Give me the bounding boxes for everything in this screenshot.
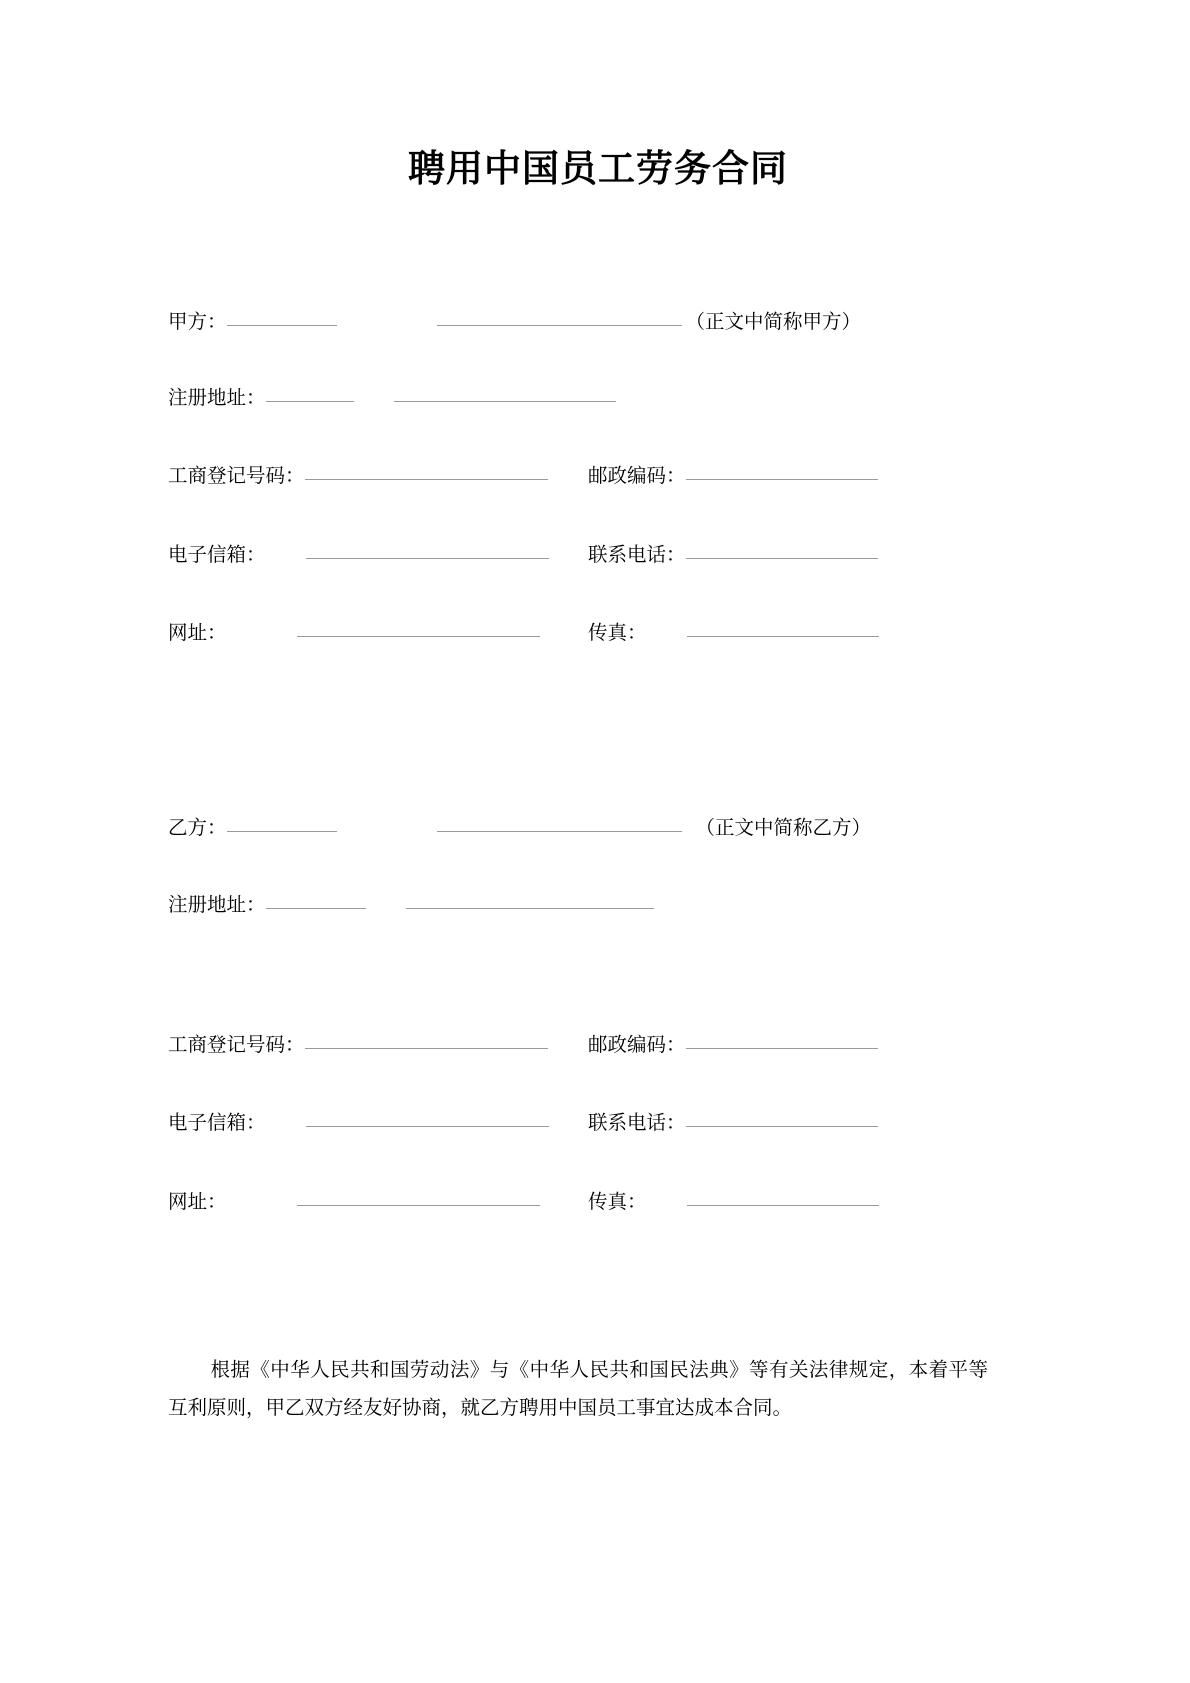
party-b-postcode-label: 邮政编码：: [588, 1032, 686, 1056]
party-a-address-blank-1[interactable]: [266, 401, 354, 402]
party-a-email-row: [168, 542, 1028, 566]
party-b-name-note: （正文中简称乙方）: [695, 815, 872, 839]
party-b-fax-label: 传真：: [588, 1189, 647, 1213]
party-a-phone-blank[interactable]: [686, 558, 878, 559]
spacer: [168, 407, 1028, 466]
party-b-email-row: [168, 1113, 1028, 1133]
party-a-postcode-label: 邮政编码：: [588, 464, 686, 488]
party-a-website-blank[interactable]: [297, 636, 540, 637]
party-b-registration-label: 工商登记号码：: [168, 1032, 305, 1056]
party-b-name-blank-2[interactable]: [437, 831, 682, 832]
party-a-phone-label: 联系电话：: [588, 542, 686, 566]
spacer-after-title: [168, 190, 1028, 312]
party-a-registration-blank[interactable]: [305, 479, 548, 480]
party-b-fax-blank[interactable]: [687, 1205, 879, 1206]
party-a-name-label: 甲方：: [168, 310, 227, 334]
spacer: [168, 486, 1028, 545]
party-a-email-label: 电子信箱：: [168, 542, 266, 566]
party-b-website-blank[interactable]: [297, 1205, 540, 1206]
party-a-address-label: 注册地址：: [168, 385, 266, 409]
party-b-phone-label: 联系电话：: [588, 1111, 686, 1135]
party-a-address-row: [168, 385, 1028, 409]
document-body: [168, 0, 1028, 1427]
party-a-fax-blank[interactable]: [687, 636, 879, 637]
party-a-fax-label: 传真：: [588, 621, 647, 645]
party-a-website-label: 网址：: [168, 621, 227, 645]
party-a-registration-label: 工商登记号码：: [168, 464, 305, 488]
closing-paragraph-container: [168, 1351, 988, 1427]
document-title: 聘用中国员工劳务合同: [408, 146, 788, 190]
party-a-registration-row: [168, 466, 1028, 486]
party-a-name-note: （正文中简称甲方）: [685, 310, 862, 334]
spacer: [168, 915, 1028, 1035]
party-a-name-row: [168, 312, 1028, 332]
party-b-website-label: 网址：: [168, 1189, 227, 1213]
party-a-postcode-blank[interactable]: [686, 479, 878, 480]
party-b-email-label: 电子信箱：: [168, 1111, 266, 1135]
party-b-name-row: [168, 815, 1028, 839]
spacer: [168, 332, 1028, 388]
spacer-before-closing: [168, 1211, 1028, 1351]
spacer: [168, 1133, 1028, 1192]
party-b-address-blank-2[interactable]: [406, 908, 654, 909]
party-b-address-row: [168, 895, 1028, 915]
party-a-website-row: [168, 623, 1028, 643]
party-b-name-blank-1[interactable]: [227, 831, 337, 832]
party-b-postcode-blank[interactable]: [686, 1048, 878, 1049]
party-b-website-row: [168, 1189, 1028, 1213]
party-a-name-blank-1[interactable]: [227, 325, 337, 326]
party-a-name-blank-2[interactable]: [437, 325, 682, 326]
party-b-registration-row: [168, 1032, 1028, 1056]
closing-paragraph-text: 根据《中华人民共和国劳动法》与《中华人民共和国民法典》等有关法律规定，本着平等互利原则，甲乙双方经友好协商，就乙方聘用中国员工事宜达成本合同。: [168, 1358, 988, 1420]
party-b-email-blank[interactable]: [306, 1126, 549, 1127]
spacer: [168, 1054, 1028, 1113]
party-a-address-blank-2[interactable]: [394, 401, 616, 402]
party-b-address-label: 注册地址：: [168, 893, 266, 917]
spacer: [168, 837, 1028, 895]
party-b-address-blank-1[interactable]: [266, 908, 366, 909]
spacer: [168, 564, 1028, 623]
party-b-registration-blank[interactable]: [305, 1048, 548, 1049]
party-a-email-blank[interactable]: [306, 558, 549, 559]
party-b-name-label: 乙方：: [168, 815, 227, 839]
party-b-phone-blank[interactable]: [686, 1126, 878, 1127]
spacer-between-parties: [168, 643, 1028, 818]
